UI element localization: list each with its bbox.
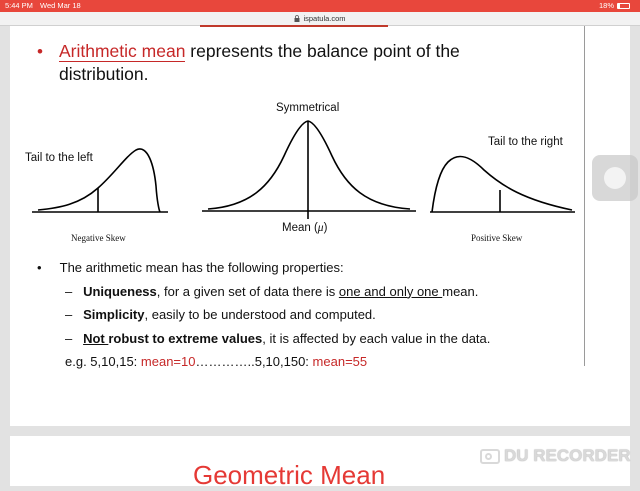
status-time: 5:44 PM xyxy=(5,1,33,10)
example-line: e.g. 5,10,15: mean=10…………..5,10,150: mean=55 xyxy=(65,354,368,369)
label-tail-left: Tail to the left xyxy=(25,152,93,164)
recorder-watermark: DU RECORDER xyxy=(480,446,631,466)
url-text: ispatula.com xyxy=(303,14,346,23)
properties-list xyxy=(37,256,490,374)
prev-slide-underline xyxy=(200,25,388,27)
lock-icon xyxy=(294,15,300,22)
status-bar xyxy=(0,0,640,12)
battery-indicator xyxy=(599,0,630,12)
assistive-touch-button[interactable] xyxy=(592,155,638,201)
status-date: Wed Mar 18 xyxy=(40,1,81,10)
battery-percent: 18% xyxy=(598,1,614,10)
camera-icon xyxy=(480,449,500,464)
bullet-dot-icon: • xyxy=(37,42,43,61)
caption-negative-skew: Negative Skew xyxy=(71,233,126,243)
bullet-highlight: Arithmetic mean xyxy=(59,41,186,61)
list-item: – Simplicity, easily to be understood and computed. xyxy=(65,307,376,322)
label-symmetrical: Symmetrical xyxy=(276,102,340,114)
slide-page xyxy=(10,26,630,426)
list-item: – Uniqueness, for a given set of data there is one and only one mean. xyxy=(65,283,479,299)
label-tail-right: Tail to the right xyxy=(488,136,563,148)
address-bar[interactable] xyxy=(0,12,640,26)
pos-skew-curve xyxy=(432,156,572,212)
bullet-text: represents the balance point of the distribution. xyxy=(59,41,460,84)
battery-icon xyxy=(617,3,630,9)
list-item: • The arithmetic mean has the following properties: xyxy=(37,260,344,275)
caption-positive-skew: Positive Skew xyxy=(471,233,523,243)
label-mean: Mean (μ) xyxy=(282,222,328,234)
list-item: – Not robust to extreme values, it is affected by each value in the data. xyxy=(65,330,491,346)
next-slide-title: Geometric Mean xyxy=(193,460,386,490)
sym-curve xyxy=(208,121,410,209)
main-bullet xyxy=(37,40,529,86)
